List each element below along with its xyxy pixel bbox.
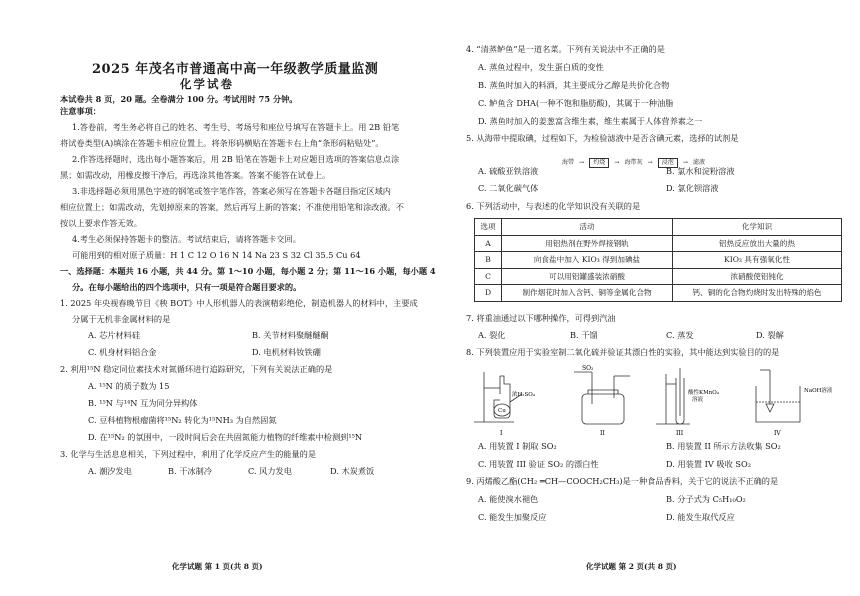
section-heading: 一、选择题：本题共 16 小题，共 44 分。第 1～10 小题，每小题 2 分；第 11～16 小题，每小题 4 (60, 266, 436, 276)
option-a[interactable]: A. 潮汐发电 (88, 466, 132, 476)
table-cell: A (475, 235, 502, 252)
table-row (475, 252, 842, 269)
label-kmno4: 酸性KMnO₄ (688, 390, 719, 396)
subject-title: 化学试卷 (180, 77, 234, 91)
option-d[interactable]: D. 木炭煮饭 (330, 466, 375, 476)
notice-heading: 注意事项： (60, 106, 101, 116)
question-stem: 5. 从海带中提取碘，过程如下，为检验滤液中是否含碘元素，选择的试剂是 (466, 133, 739, 143)
table-cell: 可以用铝罐盛装浓硝酸 (502, 268, 673, 285)
arrow-icon: → (614, 159, 620, 166)
table-cell: 制作烟花时加入含钙、铜等金属化合物 (502, 285, 673, 302)
option-d[interactable]: D. 用装置 IV 吸收 SO₂ (666, 459, 751, 469)
option-c[interactable]: C. 豆科植物根瘤菌将¹⁵N₂ 转化为¹⁵NH₃ 为自然固氮 (88, 415, 277, 425)
arrow-icon: → (647, 159, 653, 166)
option-b[interactable]: B. 关节材料聚醚醚酮 (252, 330, 329, 340)
atomic-mass-line: 可能用到的相对原子质量：H 1 C 12 O 16 N 14 Na 23 S 32 Cl 35.5 Cu 64 (72, 250, 361, 260)
option-b[interactable]: B. 氯水和淀粉溶液 (666, 166, 735, 176)
table-cell: D (475, 285, 502, 302)
option-d[interactable]: D. 电机材料钕铁硼 (252, 347, 321, 357)
option-d[interactable]: D. 能发生取代反应 (666, 512, 735, 522)
note-line: 2.作答选择题时，选出每小题答案后，用 2B 铅笔在答题卡上对应题目选项的答案信息点涂 (72, 154, 400, 164)
knowledge-table (474, 218, 842, 302)
option-a[interactable]: A. 硫酸亚铁溶液 (478, 166, 539, 176)
note-line: 1.答卷前，考生务必将自己的姓名、考生号、考场号和座位号填写在答题卡上。用 2B 铅笔 (72, 122, 400, 132)
note-line: 按以上要求作答无效。 (60, 218, 142, 228)
exam-intro: 本试卷共 8 页，20 题。全卷满分 100 分。考试用时 75 分钟。 (60, 94, 298, 104)
apparatus-iii (656, 368, 690, 424)
page-footer: 化学试题 第 1 页(共 8 页) (172, 562, 263, 571)
table-cell: 用铝热剂在野外焊接钢轨 (502, 235, 673, 252)
flow-step-burn: 灼烧 (589, 158, 609, 168)
note-line: 3.非选择题必须用黑色字迹的钢笔或签字笔作答，答案必须写在答题卡各题目指定区域内 (72, 186, 391, 196)
arrow-icon: → (579, 159, 585, 166)
label-naoh: NaOH溶液 (804, 388, 833, 394)
label-kmno4-solution: 溶液 (692, 397, 704, 403)
option-b[interactable]: B. ¹⁵N 与¹⁴N 互为同分异构体 (88, 398, 198, 408)
table-row (475, 235, 842, 252)
label-cu: Cu (498, 408, 506, 414)
option-b[interactable]: B. 干馏 (570, 330, 598, 340)
label-ii: II (600, 430, 605, 437)
question-stem: 4. “清蒸鲈鱼”是一道名菜。下列有关说法中不正确的是 (466, 44, 665, 54)
table-cell: 铝热反应放出大量的热 (673, 235, 842, 252)
option-a[interactable]: A. 蒸鱼过程中，发生蛋白质的变性 (478, 62, 604, 72)
table-header: 活动 (502, 219, 673, 236)
option-c[interactable]: C. 机身材料铝合金 (88, 347, 157, 357)
label-h2so4: 浓H₂SO₄ (512, 392, 535, 398)
question-stem: 1. 2025 年央视春晚节目《秧 BOT》中人形机器人的表演精彩绝伦，制造机器人的材料中，主要成 (60, 298, 418, 308)
apparatus-diagram (470, 364, 850, 438)
apparatus-ii (574, 372, 630, 424)
table-row (475, 285, 842, 302)
table-cell: KIO₃ 具有强氧化性 (673, 252, 842, 269)
table-header-row (475, 219, 842, 236)
table-cell: 浓硝酸使铝钝化 (673, 268, 842, 285)
note-line: 相应位置上；如需改动，先划掉原来的答案，然后再写上新的答案；不准使用铅笔和涂改液。不 (60, 202, 404, 212)
question-stem: 分属于无机非金属材料的是 (72, 314, 171, 324)
option-c[interactable]: C. 用装置 III 验证 SO₂ 的漂白性 (478, 459, 599, 469)
option-a[interactable]: A. 裂化 (478, 330, 506, 340)
question-stem: 8. 下列装置应用于实验室制二氧化硫并验证其漂白性的实验，其中能达到实验目的的是 (466, 347, 780, 357)
label-i: I (500, 430, 503, 437)
option-d[interactable]: D. 裂解 (756, 330, 784, 340)
label-so2: SO₂ (582, 365, 594, 372)
question-stem: 2. 利用¹⁵N 稳定同位素技术对氮循环进行追踪研究，下列有关说法正确的是 (60, 364, 333, 374)
question-stem: 9. 丙烯酸乙酯(CH₂ ═CH—COOCH₂CH₃)是一种食品香料，关于它的说法不正确的是 (466, 476, 779, 486)
question-stem: 3. 化学与生活息息相关，下列过程中，利用了化学反应产生的能量的是 (60, 449, 317, 459)
label-iv: IV (774, 430, 781, 437)
note-line: 将试卷类型(A)填涂在答题卡相应位置上。将条形码横贴在答题卡右上角“条形码粘贴处”。 (60, 138, 384, 148)
option-c[interactable]: C. 能发生加聚反应 (478, 512, 547, 522)
table-cell: C (475, 268, 502, 285)
option-c[interactable]: C. 蒸发 (666, 330, 694, 340)
section-heading: 分。在每小题给出的四个选项中，只有一项是符合题目要求的。 (72, 282, 302, 292)
flow-ash: 海带灰 (624, 159, 643, 166)
exam-title: 2025 年茂名市普通高中高一年级教学质量监测 (92, 62, 379, 77)
question-stem: 7. 将重油通过以下哪种操作，可得到汽油 (466, 313, 616, 323)
option-c[interactable]: C. 风力发电 (248, 466, 292, 476)
option-d[interactable]: D. 氯化钡溶液 (666, 183, 719, 193)
option-d[interactable]: D. 在¹⁵N₂ 的氛围中，一段时间后会在共固氮能力植物的纤维素中检测到¹⁵N (88, 432, 363, 442)
option-b[interactable]: B. 干冰制冷 (168, 466, 212, 476)
label-iii: III (676, 430, 684, 437)
flow-seaweed: 海带 (562, 159, 575, 166)
option-b[interactable]: B. 蒸鱼时加入的料酒，其主要成分乙醇是共价化合物 (478, 80, 670, 90)
table-cell: 向食盐中加入 KIO₃ 得到加碘盐 (502, 252, 673, 269)
option-a[interactable]: A. 芯片材料硅 (88, 330, 141, 340)
flow-filtrate: 滤液 (692, 159, 705, 166)
option-d[interactable]: D. 蒸鱼时加入的姜葱富含维生素，维生素属于人体营养素之一 (478, 116, 703, 126)
table-cell: B (475, 252, 502, 269)
option-a[interactable]: A. 用装置 I 制取 SO₂ (478, 441, 557, 451)
option-a[interactable]: A. ¹⁵N 的质子数为 15 (88, 381, 170, 391)
page-footer: 化学试题 第 2 页(共 8 页) (586, 562, 677, 571)
option-a[interactable]: A. 能使溴水褪色 (478, 494, 539, 504)
note-line: 4.考生必须保持答题卡的整洁。考试结束后，请将答题卡交回。 (72, 234, 301, 244)
table-header: 化学知识 (673, 219, 842, 236)
table-header: 选项 (475, 219, 502, 236)
question-stem: 6. 下列活动中，与表述的化学知识没有关联的是 (466, 201, 641, 211)
flow-step-soak: 浸泡 (658, 158, 678, 168)
option-b[interactable]: B. 分子式为 C₅H₁₀O₂ (666, 494, 746, 504)
table-row (475, 268, 842, 285)
option-c[interactable]: C. 二氧化碳气体 (478, 183, 539, 193)
option-c[interactable]: C. 鲈鱼含 DHA(一种不饱和脂肪酸)，其属于一种油脂 (478, 98, 674, 108)
table-cell: 钙、铜的化合物灼烧时发出特殊的焰色 (673, 285, 842, 302)
note-line: 黑；如需改动，用橡皮擦干净后，再选涂其他答案。答案不能答在试卷上。 (60, 170, 331, 180)
arrow-icon: → (682, 159, 688, 166)
page-2 (430, 0, 860, 596)
apparatus-iv (756, 370, 800, 422)
option-b[interactable]: B. 用装置 II 所示方法收集 SO₂ (666, 441, 781, 451)
